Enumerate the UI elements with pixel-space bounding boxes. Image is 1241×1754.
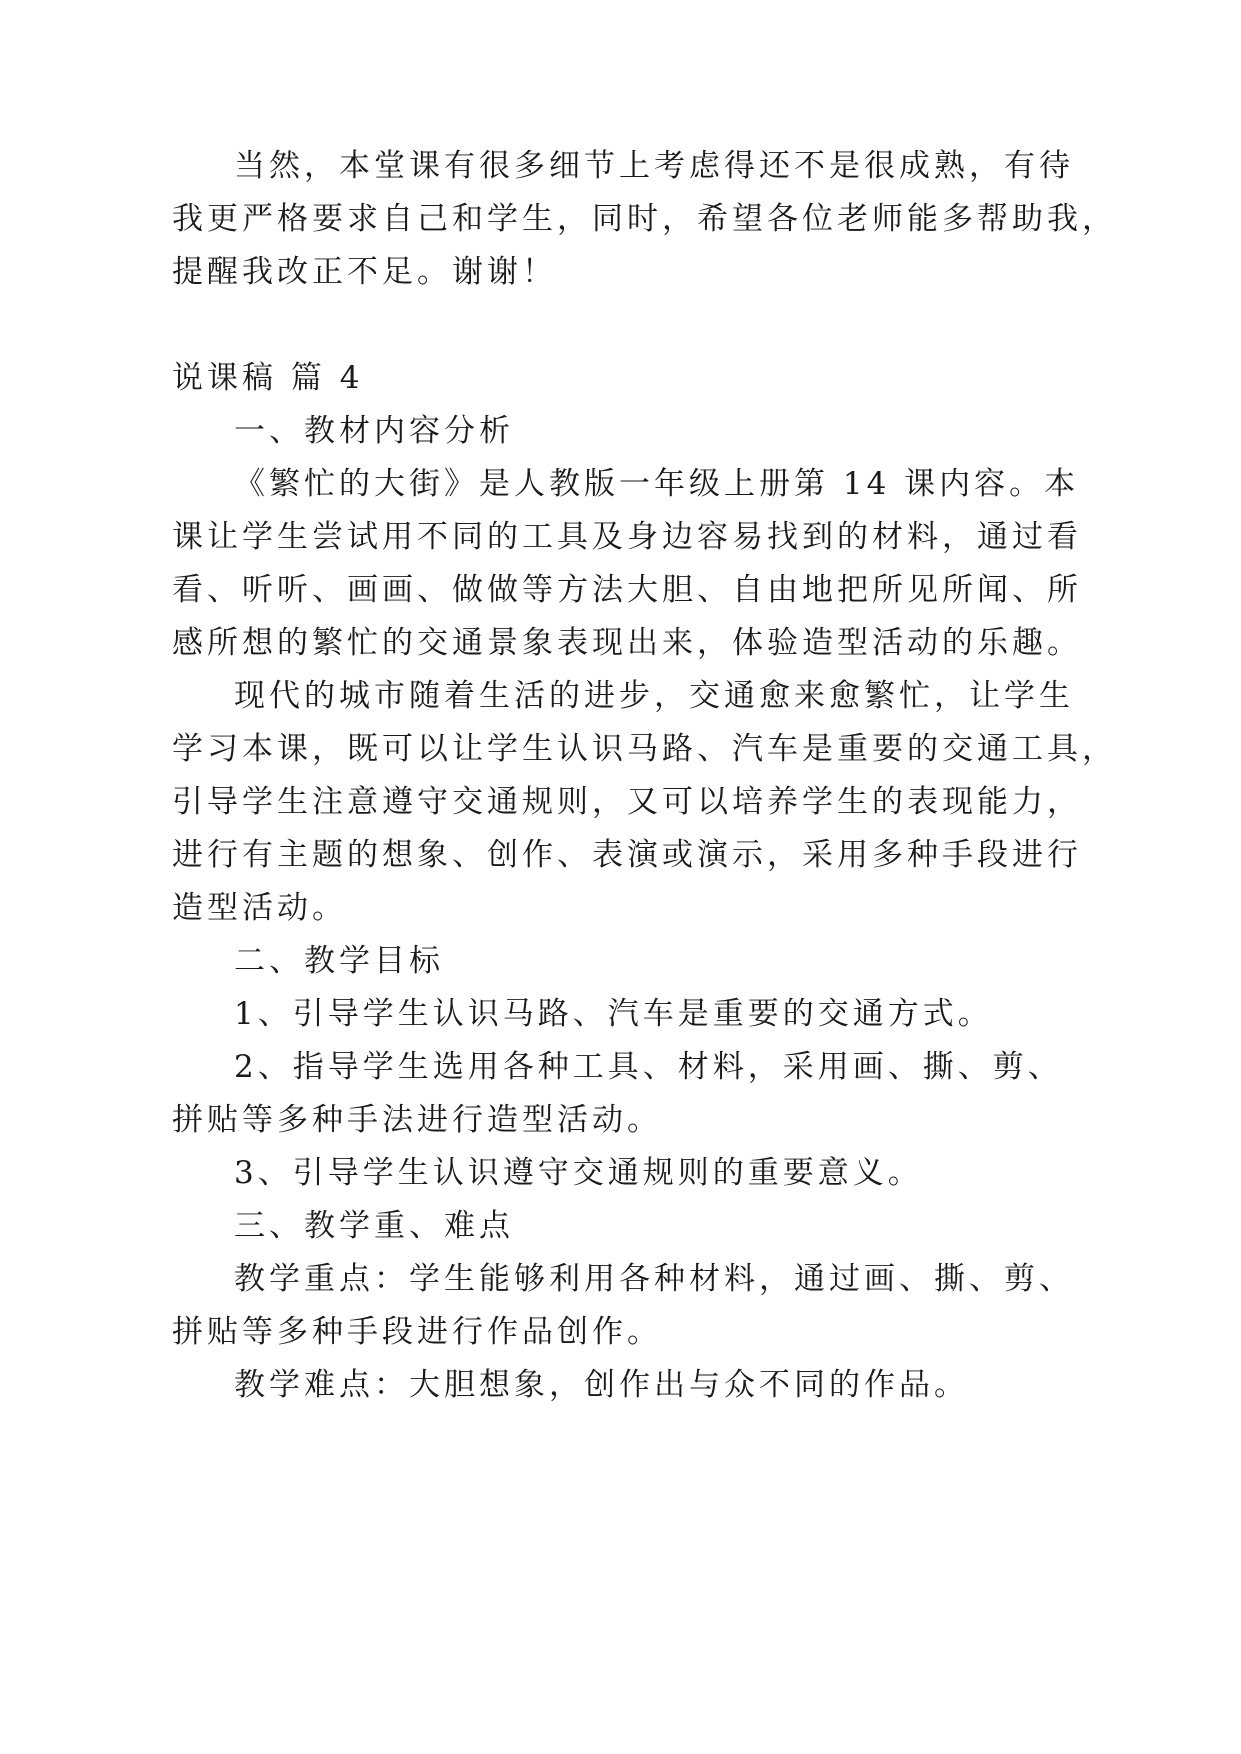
list-item: 1、引导学生认识马路、汽车是重要的交通方式。 xyxy=(234,996,993,1032)
list-item: 2、指导学生选用各种工具、材料，采用画、撕、剪、 xyxy=(234,1049,1063,1085)
paragraph-line: 现代的城市随着生活的进步，交通愈来愈繁忙，让学生 xyxy=(234,678,1074,714)
paragraph-line: 感所想的繁忙的交通景象表现出来，体验造型活动的乐趣。 xyxy=(172,625,1082,661)
paragraph-line: 造型活动。 xyxy=(172,890,347,926)
paragraph-line: 教学重点：学生能够利用各种材料，通过画、撕、剪、 xyxy=(234,1261,1074,1297)
paragraph-line: 学习本课，既可以让学生认识马路、汽车是重要的交通工具， xyxy=(172,731,1117,767)
section-heading: 一、教材内容分析 xyxy=(234,413,514,449)
paragraph-line: 看、听听、画画、做做等方法大胆、自由地把所见所闻、所 xyxy=(172,572,1082,608)
paragraph-line: 进行有主题的想象、创作、表演或演示，采用多种手段进行 xyxy=(172,837,1082,873)
paragraph-line: 提醒我改正不足。谢谢！ xyxy=(172,254,557,290)
paragraph-line: 引导学生注意遵守交通规则，又可以培养学生的表现能力， xyxy=(172,784,1082,820)
paragraph-line: 当然，本堂课有很多细节上考虑得还不是很成熟，有待 xyxy=(234,148,1074,184)
paragraph-line: 教学难点：大胆想象，创作出与众不同的作品。 xyxy=(234,1367,969,1403)
paragraph-line: 拼贴等多种手法进行造型活动。 xyxy=(172,1102,662,1138)
section-title: 说课稿 篇 4 xyxy=(172,360,364,396)
paragraph-line: 《繁忙的大街》是人教版一年级上册第 14 课内容。本 xyxy=(234,466,1080,502)
section-heading: 二、教学目标 xyxy=(234,943,444,979)
paragraph-line: 我更严格要求自己和学生，同时，希望各位老师能多帮助我， xyxy=(172,201,1117,237)
list-item: 3、引导学生认识遵守交通规则的重要意义。 xyxy=(234,1155,923,1191)
paragraph-line: 拼贴等多种手段进行作品创作。 xyxy=(172,1314,662,1350)
section-heading: 三、教学重、难点 xyxy=(234,1208,514,1244)
paragraph-line: 课让学生尝试用不同的工具及身边容易找到的材料，通过看 xyxy=(172,519,1082,555)
